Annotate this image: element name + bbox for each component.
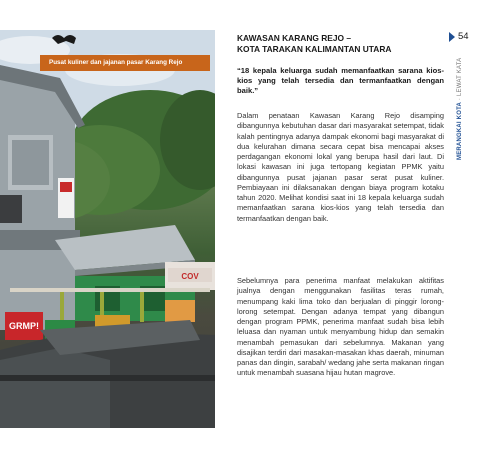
section-label [456, 50, 464, 160]
kiosk-sign-left: GRMP! [9, 321, 39, 331]
article-title-line2: KOTA TARAKAN KALIMANTAN UTARA [237, 43, 392, 54]
triangle-marker-icon [449, 32, 455, 42]
kiosk-sign-right: COV [181, 272, 199, 281]
photo-caption: Pusat kuliner dan jajanan pasar Karang Rejo [40, 55, 210, 71]
market-photo-illustration [0, 30, 215, 428]
page-number-text: 54 [458, 31, 469, 42]
section-label-text [457, 58, 463, 160]
article-title-line1: KAWASAN KARANG REJO – [237, 33, 352, 43]
market-photo [0, 30, 215, 428]
pull-quote: “18 kepala keluarga sudah memanfaatkan sarana kios-kios yang telah tersedia dan termanfaatkan dengan baik.” [237, 66, 444, 96]
body-paragraph-1: Dalam penataan Kawasan Karang Rejo disamping dibangunnya kebutuhan dasar dari masyarakat setempat, tidak kalah pentingnya adanya dampak ekonomi bagi masyarakat di dua kelurahan dimana secara cepat bisa mencapai akses perdagangan ekonomi lokal yang berupa hasil dari laut. Di lokasi kawasan ini juga tertopang kegiatan PPMK yaitu dibangunnya pusat jajanan pasar serat pusat kuliner. Pembiayaan ini dilaksanakan dengan biaya program kotaku tahun 2020. Melihat kondisi saat ini 18 kepala keluarga sudah memanfaatkan sarana kios-kios yang telah tersedia dan termanfaatkan dengan baik. [237, 111, 444, 223]
page-number [449, 31, 469, 42]
article-title [237, 33, 437, 54]
section-label-sub: · LEWAT KATA [457, 57, 463, 101]
section-label-main: MERANGKAI KOTA [457, 101, 463, 160]
body-paragraph-2: Sebelumnya para penerima manfaat melakukan aktifitas jualnya dengan menggunakan fasilitas teras rumah, menumpang kaki lima toko dan berjualan di pinggir lorong-lorong setempat. Dengan adanya tempat yang dibangun dengan program PPMK, penerima manfaat sudah bisa lebih leluasa dan nyaman untuk menyambung hidup dan semakin menambah pemasukan dari sebelumnya. Makanan yang disajikan terdiri dari masakan-masakan khas daerah, minuman panas dan dingin, sarabah/ wedang jahe serta makanan ringan untuk menambah suasana hijau hutan magrove. [237, 276, 444, 378]
